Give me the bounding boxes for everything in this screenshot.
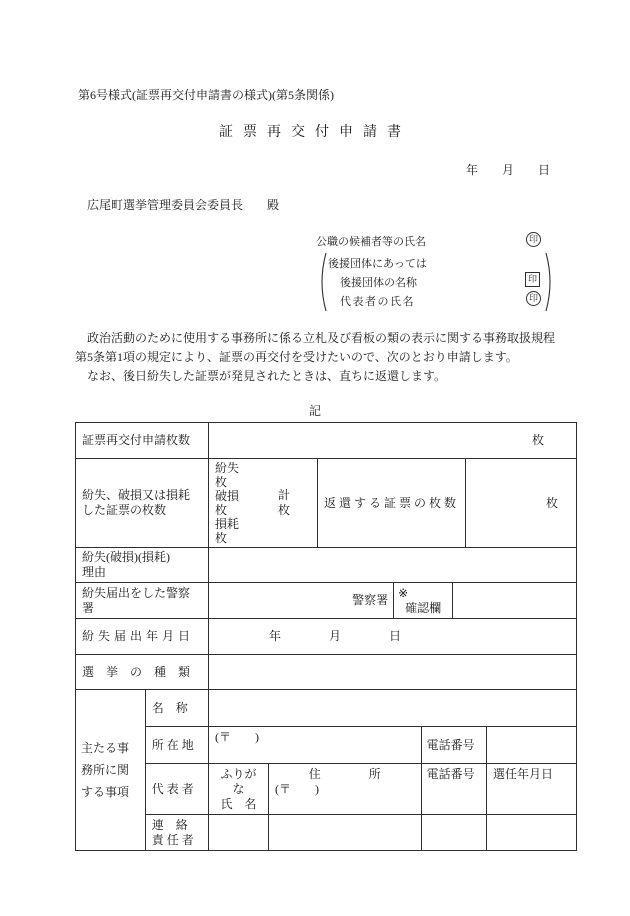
table-row	[76, 655, 577, 690]
furigana-name-cell	[209, 764, 269, 815]
office-name-label: 名 称	[145, 690, 208, 727]
confirmation-label: 確認欄	[405, 601, 442, 615]
body-line-3: なお、後日紛失した証票が発見されたときは、直ちに返還します。	[75, 369, 447, 383]
table-row	[76, 423, 577, 459]
office-section-label: 主たる事務所に関する事項	[76, 690, 146, 851]
body-line-1: 政治活動のために使用する事務所に係る立札及び看板の類の表示に関する事務取扱規程	[75, 331, 556, 345]
contact-address-field	[269, 815, 422, 851]
record-mark: 記	[308, 404, 321, 418]
candidate-seal-icon: 印	[526, 232, 541, 247]
form-number: 第6号様式(証票再交付申請書の様式)(第5条関係)	[78, 88, 334, 102]
damaged-label-line1: 紛失、破損又は損耗	[82, 488, 191, 502]
support-group-condition: 後援団体にあっては	[328, 258, 427, 270]
office-phone-field	[487, 727, 577, 764]
confirmation-field	[453, 583, 577, 619]
reason-label-line1: 紛失(破損)(損耗)	[82, 550, 170, 564]
honorific: 殿	[267, 198, 280, 212]
candidate-name-label: 公職の候補者等の氏名	[316, 236, 426, 248]
table-row	[76, 619, 577, 655]
table-row	[76, 727, 577, 764]
representative-seal-icon: 印	[526, 291, 541, 306]
office-address-field: (〒 )	[209, 727, 422, 764]
right-paren-icon	[544, 251, 556, 313]
addressee: 広尾町選挙管理委員会委員長	[87, 198, 244, 212]
support-group-name-label: 後援団体の名称	[340, 277, 417, 289]
rep-postal-mark: (〒 )	[275, 782, 320, 796]
reference-mark: ※	[398, 586, 409, 600]
damaged-label-line2: した証票の枚数	[82, 503, 167, 517]
date-placeholder: 年 月 日	[465, 163, 550, 177]
table-row	[76, 583, 577, 619]
return-count-label: 返還する証票の枚数	[318, 459, 466, 548]
representative-address-cell	[269, 764, 422, 815]
table-row	[76, 459, 577, 548]
name-field-label: 氏 名	[220, 797, 257, 811]
report-date-label: 紛失届出年月日	[76, 619, 209, 655]
furigana-label: ふりがな	[220, 767, 257, 796]
addressee-line	[87, 196, 279, 213]
table-row	[76, 764, 577, 815]
page-title: 証票再交付申請書	[219, 125, 411, 140]
office-phone-label: 電話番号	[421, 727, 486, 764]
total-line: 計 枚	[278, 488, 303, 517]
reissue-count-field: 枚	[209, 423, 577, 459]
contact-phone-field	[421, 815, 486, 851]
police-label-line2: 署	[82, 600, 95, 615]
rep-phone-label: 電話番号	[421, 764, 486, 815]
reason-label-line2: 理由	[82, 565, 107, 579]
reissue-count-label: 証票再交付申請枚数	[76, 423, 209, 459]
table-row	[76, 690, 577, 727]
representative-name-label: 代表者の氏名	[340, 296, 415, 308]
election-type-label: 選挙の種類	[76, 655, 209, 690]
table-row	[76, 815, 577, 851]
body-paragraph	[75, 329, 567, 386]
damaged-count-label	[76, 459, 209, 548]
election-type-field	[209, 655, 577, 690]
contact-label-line1: 連 絡	[151, 817, 188, 832]
police-label	[76, 583, 209, 619]
representative-label: 代表者	[145, 764, 208, 815]
police-station-field: 警察署	[209, 583, 394, 619]
contact-furigana-field	[209, 815, 269, 851]
broken-line: 破損 枚	[215, 489, 264, 517]
table-row	[76, 548, 577, 583]
confirmation-column	[394, 583, 453, 619]
contact-label-line2: 責任者	[151, 832, 197, 847]
reason-label	[76, 548, 209, 583]
application-table	[75, 422, 577, 851]
group-seal-icon: 印	[525, 272, 540, 287]
appointment-date-label: 選任年月日	[487, 764, 577, 815]
address-label: 住 所	[308, 767, 381, 781]
reason-field	[209, 548, 577, 583]
damaged-breakdown-field	[209, 459, 318, 548]
worn-line: 損耗 枚	[215, 517, 264, 545]
contact-person-label	[145, 815, 208, 851]
left-paren-icon	[316, 251, 328, 313]
police-label-line1: 紛失届出をした警察	[82, 585, 191, 600]
contact-date-field	[487, 815, 577, 851]
body-line-2: 第5条第1項の規定により、証票の再交付を受けたいので、次のとおり申請します。	[75, 350, 518, 364]
office-location-label: 所在地	[145, 727, 208, 764]
office-name-field	[209, 690, 577, 727]
report-date-field: 年 月 日	[209, 619, 577, 655]
lost-line: 紛失 枚	[215, 461, 264, 489]
return-count-field: 枚	[466, 459, 577, 548]
